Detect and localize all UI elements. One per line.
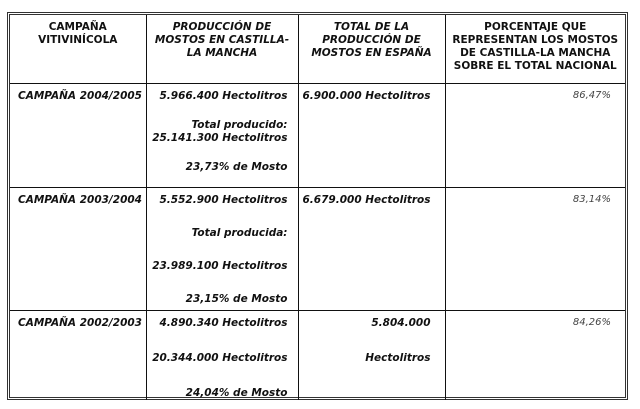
table-row — [10, 83, 625, 187]
header-spain-total — [298, 15, 445, 83]
production-value: 5.552.900 Hectolitros — [159, 193, 288, 206]
total-produced-value: 20.344.000 Hectolitros — [152, 351, 288, 364]
total-produced-value: 23.989.100 Hectolitros — [152, 259, 288, 272]
header-line: PRODUCCIÓN DE — [322, 34, 421, 46]
header-percentage — [445, 15, 625, 83]
header-line: MOSTOS EN CASTILLA- — [154, 34, 290, 46]
campaign-cell: CAMPAÑA 2003/2004 — [10, 187, 146, 310]
header-line: SOBRE EL TOTAL NACIONAL — [453, 60, 617, 72]
total-produced-value: 25.141.300 Hectolitros — [152, 131, 288, 144]
total-produced-label: Total producida: — [191, 226, 288, 239]
production-value: 5.966.400 Hectolitros — [159, 89, 288, 102]
header-row — [10, 15, 625, 83]
spain-total-value: 6.679.000 Hectolitros — [302, 193, 431, 206]
spain-total-cell — [298, 310, 445, 400]
header-line: MOSTOS EN ESPAÑA — [311, 47, 432, 59]
total-produced-label: Total producido: — [191, 118, 288, 131]
table-row — [10, 310, 625, 400]
header-line: REPRESENTAN LOS MOSTOS — [452, 34, 619, 46]
header-line: PRODUCCIÓN DE — [172, 21, 272, 33]
clm-production-cell — [146, 83, 298, 187]
mosto-percentage: 24,04% de Mosto — [185, 386, 288, 399]
header-clm-production — [146, 15, 298, 83]
percentage-cell: 83,14% — [445, 187, 625, 310]
header-line: DE CASTILLA-LA MANCHA — [460, 47, 611, 59]
header-line: VITIVINÍCOLA — [38, 34, 118, 46]
spain-total-cell — [298, 83, 445, 187]
header-campaign — [10, 15, 146, 83]
clm-production-cell — [146, 310, 298, 400]
spain-total-unit: Hectolitros — [365, 351, 431, 364]
spain-total-value: 6.900.000 Hectolitros — [302, 89, 431, 102]
header-line: PORCENTAJE QUE — [484, 21, 587, 33]
header-line: CAMPAÑA — [48, 21, 107, 33]
spain-total-value: 5.804.000 — [371, 316, 431, 329]
wine-must-production-table — [10, 15, 625, 400]
percentage-cell: 84,26% — [445, 310, 625, 400]
mosto-percentage: 23,15% de Mosto — [185, 292, 288, 305]
mosto-percentage: 23,73% de Mosto — [185, 160, 288, 173]
percentage-cell: 86,47% — [445, 83, 625, 187]
campaign-cell: CAMPAÑA 2004/2005 — [10, 83, 146, 187]
table-row — [10, 187, 625, 310]
table-frame — [7, 12, 628, 400]
header-line: LA MANCHA — [186, 47, 258, 59]
spain-total-cell — [298, 187, 445, 310]
clm-production-cell — [146, 187, 298, 310]
campaign-cell: CAMPAÑA 2002/2003 — [10, 310, 146, 400]
production-value: 4.890.340 Hectolitros — [159, 316, 288, 329]
header-line: TOTAL DE LA — [333, 21, 410, 33]
